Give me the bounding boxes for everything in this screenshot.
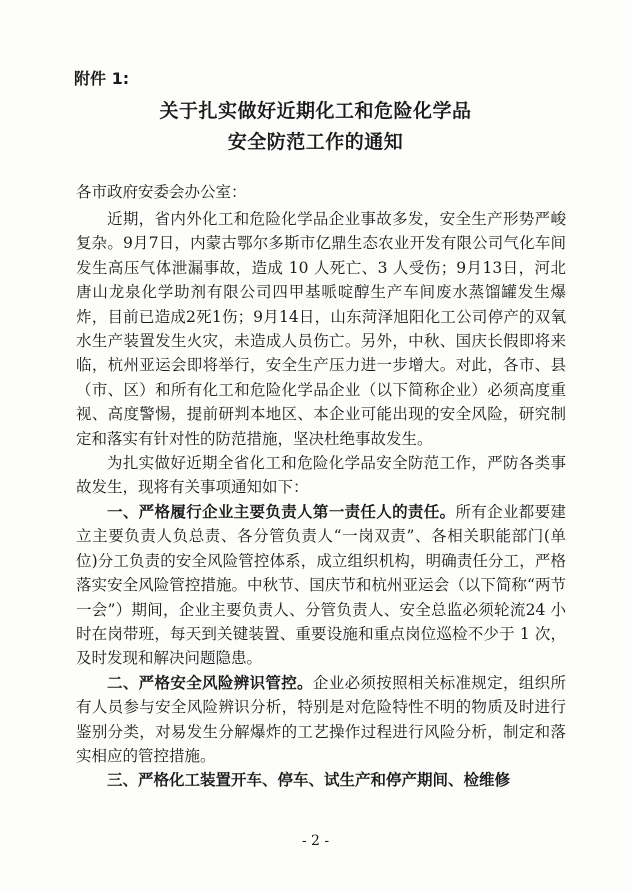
document-title-line-1: 关于扎实做好近期化工和危险化学品 xyxy=(159,100,472,122)
addressee: 各市政府安委会办公室： xyxy=(76,183,247,201)
page-number: - 2 - xyxy=(301,833,330,849)
attachment-label: 附件 1: xyxy=(74,69,130,88)
paragraph-background: 近期，省内外化工和危险化学品企业事故多发，安全生产形势严峻复杂。9月7日，内蒙古鄂尔多斯市亿鼎生态农业开发有限公司气化车间发生高压气体泄漏事故，造成 10 人死亡、3 人受伤；9月13日，河北唐山龙泉化学助剂有限公司四甲基哌啶醇生产车间废水蒸馏罐发生爆炸，目前已造成2死1伤；9月14日，山东菏泽旭阳化工公司停产的双氧水生产装置发生火灾，未造成人员伤亡。另外，中秋、国庆长假即将来临，杭州亚运会即将举行，安全生产压力进一步增大。对此，各市、县（市、区）和所有化工和危险化学品企业（以下简称企业）必须高度重视、高度警惕，提前研判本地区、本企业可能出现的安全风险，研究制定和落实有针对性的防范措施，坚决杜绝事故发生。 xyxy=(76,210,566,448)
section-2-body: 企业必须按照相关标准规定，组织所有人员参与安全风险辨识分析，特别是对危险特性不明的物质及时进行鉴别分类，对易发生分解爆炸的工艺操作过程进行风险分析，制定和落实相应的管控措施。 xyxy=(76,673,566,765)
paragraph-intro: 为扎实做好近期全省化工和危险化学品安全防范工作，严防各类事故发生，现将有关事项通知如下： xyxy=(76,454,566,497)
document-title-line-2: 安全防范工作的通知 xyxy=(227,131,404,153)
section-3-heading: 三、严格化工装置开车、停车、试生产和停产期间、检维修 xyxy=(107,771,511,790)
section-1-body: 所有企业都要建立主要负责人负总责、各分管负责人“一岗双责”、各相关职能部门(单位)分工负责的安全风险管控体系，成立组织机构，明确责任分工，严格落实安全风险管控措施。中秋节、国庆节和杭州亚运会（以下简称“两节一会”）期间，企业主要负责人、分管负责人、安全总监必须轮流24 小时在岗带班，每天到关键装置、重要设施和重点岗位巡检不少于 1 次，及时发现和解决问题隐患。 xyxy=(76,502,566,668)
section-2-heading: 二、严格安全风险辨识管控。 xyxy=(107,673,313,692)
document-body xyxy=(76,207,566,793)
paragraph-section-2 xyxy=(76,671,566,769)
paragraph-section-1 xyxy=(76,500,566,671)
paragraph-section-3 xyxy=(76,768,566,792)
section-1-heading: 一、严格履行企业主要负责人第一责任人的责任。 xyxy=(107,502,456,521)
